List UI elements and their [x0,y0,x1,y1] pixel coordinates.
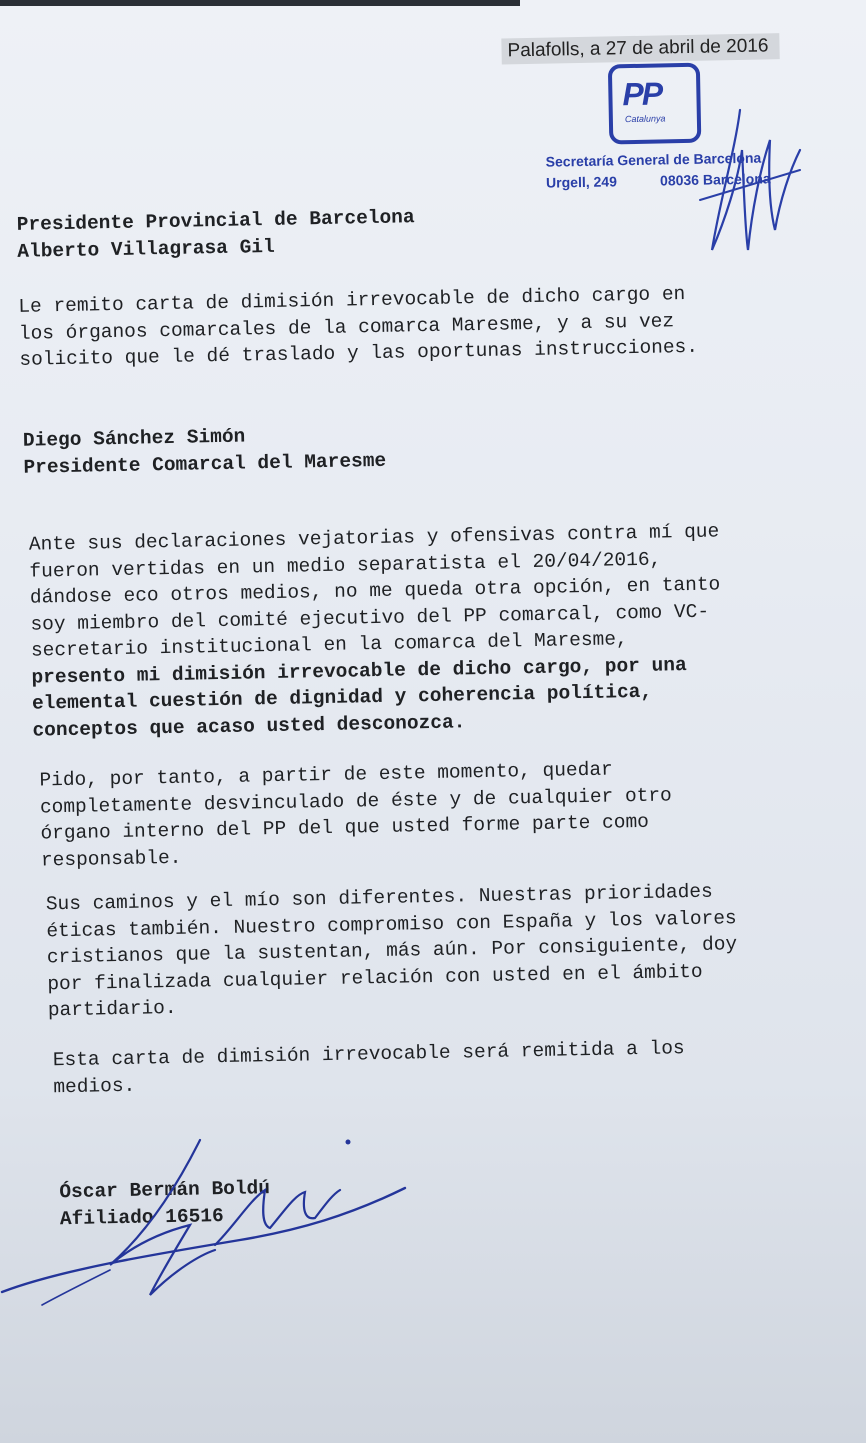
paragraph-line: los órganos comarcales de la comarca Maresme, y a su vez [18,309,675,345]
paragraph-bold-line: conceptos que acaso usted desconozca. [32,710,466,742]
stamp-line-1: Secretaría General de Barcelona [545,149,762,170]
stamp-address: Urgell, 249 [545,173,618,191]
paragraph-line: fueron vertidas en un medio separatista el 20/04/2016, [29,548,662,583]
paragraph-line: cristianos que la sustentan, más aún. Por consiguiente, doy [46,933,738,969]
paragraph-line: éticas también. Nuestro compromiso con España y los valores [46,906,737,942]
paragraph-line: por finalizada cualquier relación con usted en el ámbito [47,960,703,995]
paragraph-line: Pido, por tanto, a partir de este momento, quedar [39,758,613,792]
paragraph-line: secretario institucional en la comarca del Maresme, [30,628,628,662]
paragraph-line: soy miembro del comité ejecutivo del PP comarcal, como VC- [30,600,710,636]
paragraph-line: dándose eco otros medios, no me queda otra opción, en tanto [29,573,721,609]
paragraph-line: completamente desvinculado de éste y de cualquier otro [39,783,672,819]
paragraph-line: medios. [53,1074,136,1098]
paragraph-bold-line: presento mi dimisión irrevocable de dicho cargo, por una [31,653,687,689]
paragraph-line: solicito que le dé traslado y las oportunas instrucciones. [19,335,699,371]
paragraph-line: partidario. [47,996,177,1022]
paragraph-bold-line: elemental cuestión de dignidad y coherencia política, [31,680,653,715]
paragraph-line: Sus caminos y el mío son diferentes. Nuestras prioridades [45,880,713,916]
signatory-name: Óscar Bermán Boldú [59,1177,271,1204]
addressee-1-title: Presidente Provincial de Barcelona [16,206,415,236]
signatory-affiliation: Afiliado 16516 [59,1204,224,1230]
paragraph-line: Le remito carta de dimisión irrevocable de dicho cargo en [18,283,686,318]
addressee-2-name: Diego Sánchez Simón [22,425,246,452]
addressee-2-title: Presidente Comarcal del Maresme [23,449,387,479]
addressee-1-name: Alberto Villagrasa Gil [17,235,275,263]
date-line: Palafolls, a 27 de abril de 2016 [501,33,779,64]
stamp-postcode: 08036 Barcelona [659,170,771,189]
paragraph-line: Ante sus declaraciones vejatorias y ofensivas contra mí que [28,520,720,556]
paragraph-line: órgano interno del PP del que usted forme parte como [40,810,650,845]
pp-logo-text: PP [622,75,662,113]
paragraph-line: responsable. [40,846,182,871]
pp-logo-subtext: Catalunya [624,113,666,125]
paragraph-line: Esta carta de dimisión irrevocable será remitida a los [52,1037,685,1072]
